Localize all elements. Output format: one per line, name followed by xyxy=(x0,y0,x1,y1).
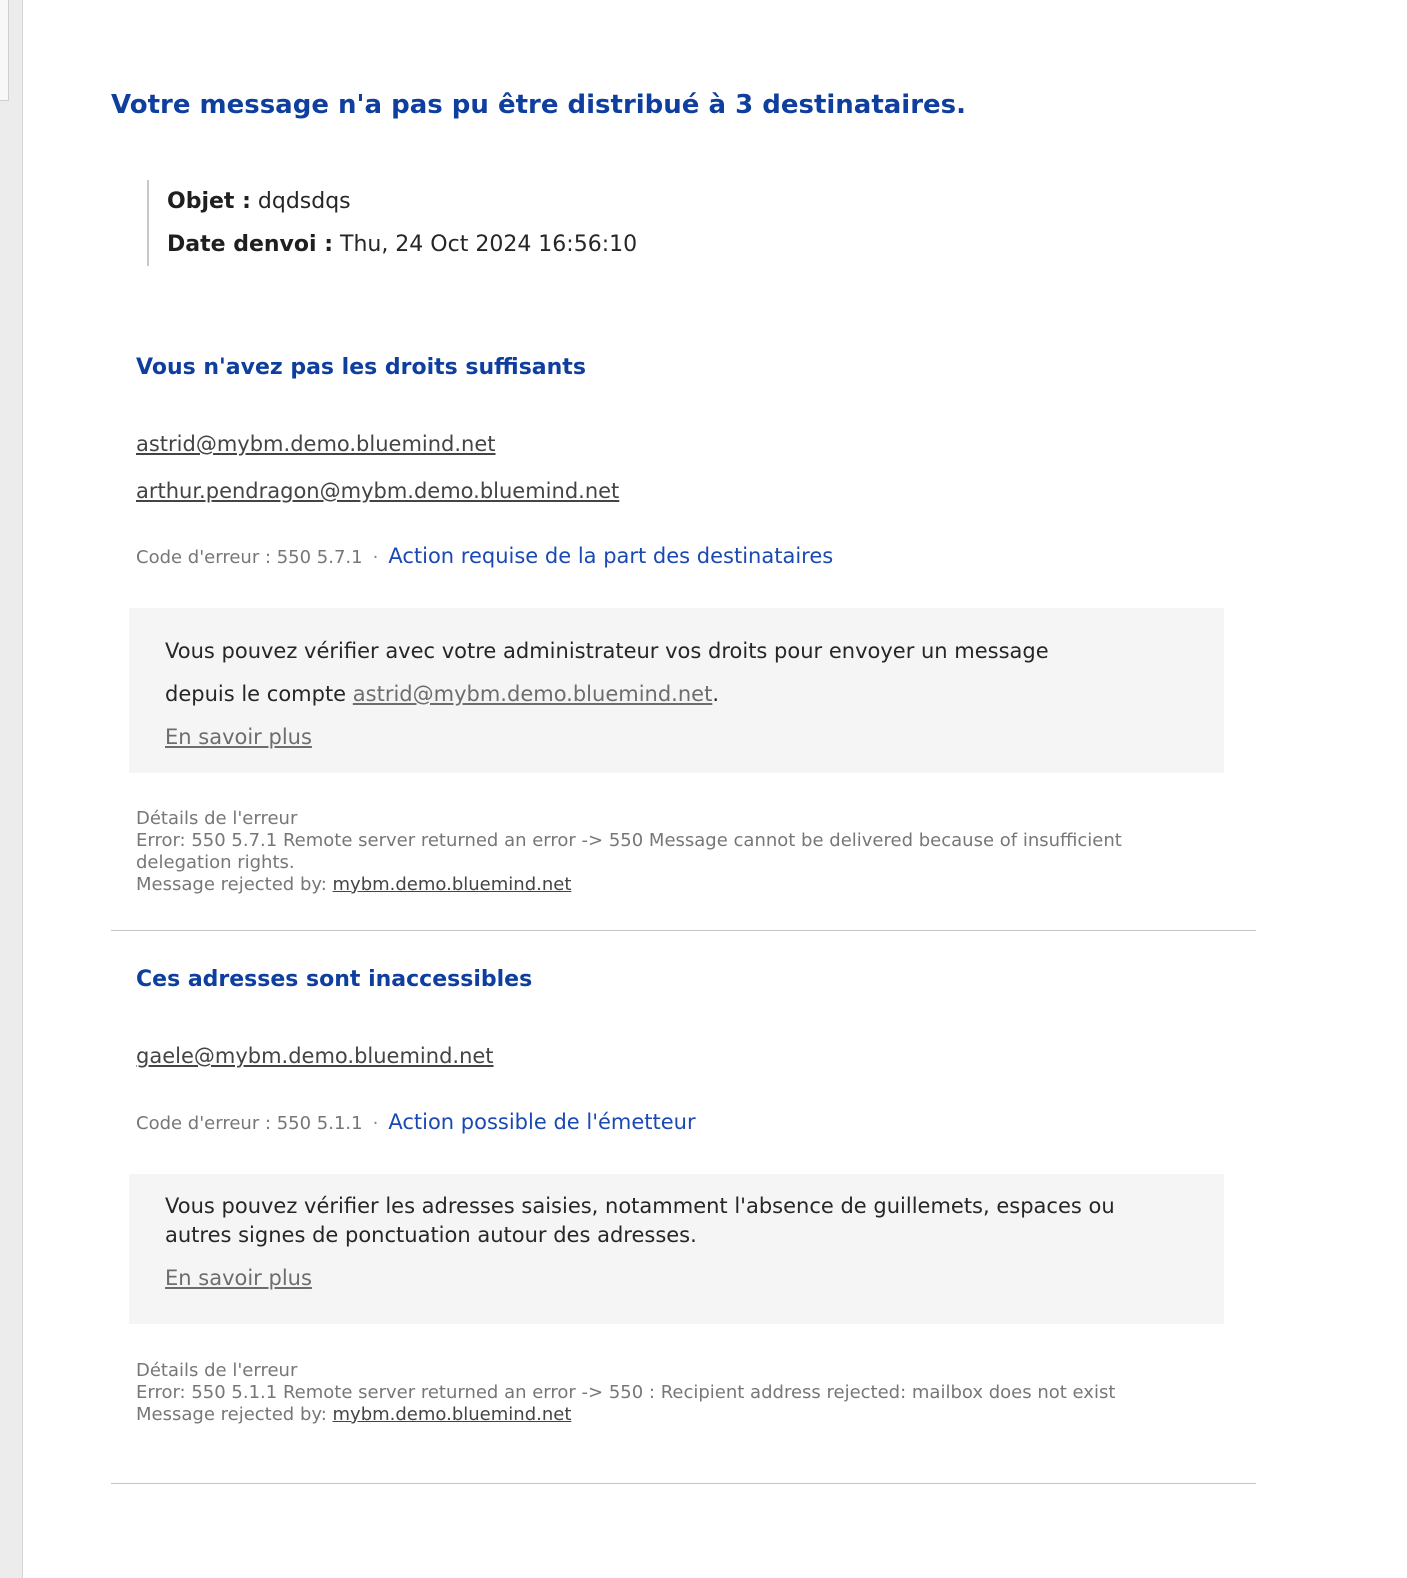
date-label: Date denvoi : xyxy=(167,232,333,257)
error-code-line xyxy=(136,544,833,568)
section-insufficient-rights xyxy=(111,355,1257,931)
rejected-by-line xyxy=(136,1404,1216,1426)
separator-dot: · xyxy=(372,547,379,568)
details-error: Error: 550 5.1.1 Remote server returned an error -> 550 : Recipient address rejected: mailbox does not exist xyxy=(136,1382,1116,1403)
section-title: Ces adresses sont inaccessibles xyxy=(136,967,533,992)
page-title: Votre message n'a pas pu être distribué à 3 destinataires. xyxy=(111,90,967,120)
rejected-host-link[interactable]: mybm.demo.bluemind.net xyxy=(332,874,572,895)
section-divider xyxy=(111,1483,1256,1484)
left-panel-tab xyxy=(0,0,9,101)
action-possible-link[interactable]: Action possible de l'émetteur xyxy=(388,1110,696,1134)
details-title: Détails de l'erreur xyxy=(136,808,298,829)
learn-more-link[interactable]: En savoir plus xyxy=(165,1266,312,1290)
recipient-address-link[interactable]: gaele@mybm.demo.bluemind.net xyxy=(136,1044,494,1068)
error-details xyxy=(136,808,1216,896)
learn-more-link[interactable]: En savoir plus xyxy=(165,725,312,749)
rejected-label: Message rejected by: xyxy=(136,1404,327,1425)
help-suffix: . xyxy=(712,682,719,706)
details-title: Détails de l'erreur xyxy=(136,1360,298,1381)
left-panel-edge xyxy=(0,0,23,1578)
error-code-line xyxy=(136,1110,696,1134)
error-details xyxy=(136,1360,1216,1426)
help-box xyxy=(129,608,1224,773)
details-error: Error: 550 5.7.1 Remote server returned an error -> 550 Message cannot be delivered because of insufficient delegation rights. xyxy=(136,830,1122,873)
subject-row xyxy=(167,180,637,223)
action-required-link[interactable]: Action requise de la part des destinataires xyxy=(388,544,834,568)
rejected-host-link[interactable]: mybm.demo.bluemind.net xyxy=(332,1404,572,1425)
account-link[interactable]: astrid@mybm.demo.bluemind.net xyxy=(352,682,713,706)
recipient-address-link[interactable]: arthur.pendragon@mybm.demo.bluemind.net xyxy=(136,479,620,503)
section-title: Vous n'avez pas les droits suffisants xyxy=(136,355,586,380)
rejected-by-line xyxy=(136,874,1216,896)
help-text: Vous pouvez vérifier avec votre administrateur vos droits pour envoyer un message depuis le compte xyxy=(165,639,1049,706)
date-row xyxy=(167,223,637,266)
section-inaccessible-addresses xyxy=(111,967,1257,1484)
date-value: Thu, 24 Oct 2024 16:56:10 xyxy=(340,232,638,257)
help-text: Vous pouvez vérifier les adresses saisies, notamment l'absence de guillemets, espaces ou autres signes de ponctuation autour des adresses. xyxy=(165,1194,1115,1247)
error-code: Code d'erreur : 550 5.7.1 xyxy=(136,547,363,568)
section-divider xyxy=(111,930,1256,931)
separator-dot: · xyxy=(372,1113,379,1134)
subject-label: Objet : xyxy=(167,189,251,214)
recipient-address-link[interactable]: astrid@mybm.demo.bluemind.net xyxy=(136,432,496,456)
help-box xyxy=(129,1174,1224,1324)
subject-value: dqdsdqs xyxy=(257,189,351,214)
rejected-label: Message rejected by: xyxy=(136,874,327,895)
message-meta xyxy=(147,180,637,266)
error-code: Code d'erreur : 550 5.1.1 xyxy=(136,1113,363,1134)
help-text-block xyxy=(165,630,1105,716)
